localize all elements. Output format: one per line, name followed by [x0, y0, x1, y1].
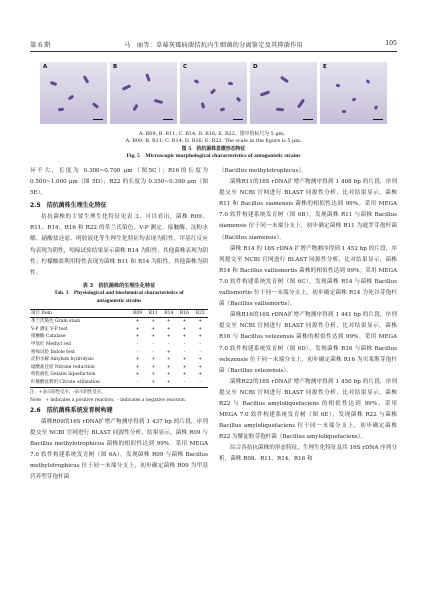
- cell: +: [135, 364, 140, 370]
- cell: +: [151, 334, 156, 340]
- caption-en-panels: A. R09; B. R11; C. R14; D. R16; E. R22. The scale in the figure is 5 μm.: [125, 138, 302, 145]
- page-number: 105: [385, 40, 397, 47]
- biochem-table: [30, 309, 208, 388]
- left-column: [30, 166, 208, 484]
- right-column: [219, 166, 397, 466]
- cell: +: [135, 334, 140, 340]
- paragraph: 异不大，长度为 0.300~0.700 μm（图5C）；R16的长度为 0.500~1.000 μm（图 5D）；R22 的长度为 0.350~0.390 μm（图5E）。: [30, 168, 208, 197]
- cell: +: [161, 379, 177, 387]
- table-note-cn: 注：+表示阳性反应；-表示阴性反应。: [30, 389, 106, 395]
- table-title-en: Tab. 3 Physiological and biochemical characteristics of: [54, 290, 184, 297]
- cell: +: [182, 364, 187, 370]
- paragraph: 菌株R16的16S rDNA扩增产物测序得到 1 441 bp 的片段，序列提交至 NCBI 官网进行 BLAST 同源性分析，比对结果显示，菌株 R16 与 Bacillus velezensis 菌株的相似性达到 99%。采用 MEGA 7.0 软件构建系统发育树（图 6D），发现菌株 R16 与菌株 Bacillus velezensis 位于同一末端分支上，初步确定菌株 R16 为贝莱斯芽孢杆菌（Bacillus velezensis）。: [219, 312, 397, 374]
- cell: +: [151, 372, 156, 378]
- table-row: [30, 379, 208, 387]
- table-row: [30, 349, 208, 357]
- micrograph-panel-b: [110, 62, 177, 124]
- cell: -: [130, 379, 146, 387]
- col-header: R14: [161, 309, 177, 318]
- paragraph: 拮抗菌株的主要生理生化特征见表 3。可以看出，菌株 R09、R11、R14、R16 和 R22 的革兰氏染色、V-P 测定、接触酶、淀粉水解、硝酸盐还原、明胶液化等生理生化特征均表现为阳性，甲基红反应均表现为阴性，吲哚试验结果显示菌株 R14 为阳性，其他菌株表现为阴性；柠檬酸盐利用特性表现为菌株 R11 和 R14 为阳性，其他菌株为阴性。: [30, 214, 208, 276]
- micrograph-panel-c: [180, 62, 247, 124]
- figure-caption: [30, 131, 397, 161]
- cell: +: [182, 357, 187, 363]
- cell: +: [166, 357, 171, 363]
- scale-bar: [303, 119, 313, 120]
- cell: +: [145, 379, 161, 387]
- cell: +: [198, 334, 203, 340]
- table-row: [30, 341, 208, 349]
- cell: +: [198, 326, 203, 332]
- scale-bar: [93, 119, 103, 120]
- row-item: 硝酸盐还原 Nitrate reduction: [31, 364, 95, 370]
- micrograph-panel-e: [320, 62, 387, 124]
- cell: +: [166, 364, 171, 370]
- cell: +: [182, 334, 187, 340]
- table-caption: [30, 283, 208, 306]
- panel-label: C: [183, 64, 188, 70]
- cell: +: [198, 357, 203, 363]
- cell: -: [199, 342, 201, 347]
- row-item: 接触酶 Catalase: [31, 334, 66, 340]
- paragraph: （Bacillus methylotrophicus）。: [219, 168, 307, 174]
- panel-label: A: [43, 64, 48, 70]
- figure-title-cn: 图 5 拮抗菌株显微形态特征: [181, 145, 246, 152]
- table-row: [30, 318, 208, 326]
- panel-label: D: [253, 64, 258, 70]
- row-item: 甲基红 Methyl red: [31, 342, 72, 347]
- col-header: R22: [192, 309, 208, 318]
- table-row: [30, 356, 208, 364]
- row-item: 吲哚试验 Indole test: [31, 349, 75, 355]
- col-header: R11: [145, 309, 161, 318]
- table-row: [30, 364, 208, 372]
- row-item: 革兰氏染色 Gram stain: [31, 319, 81, 325]
- table-header-row: [30, 309, 208, 318]
- table-title-en-2: antagonistic strains: [96, 298, 142, 305]
- cell: +: [135, 319, 140, 325]
- row-item: 柠檬酸盐利用 Citrate utilization: [30, 379, 130, 387]
- cell: +: [151, 357, 156, 363]
- cell: +: [182, 319, 187, 325]
- table-row: [30, 333, 208, 341]
- cell: +: [166, 326, 171, 332]
- micrograph-panels: [40, 62, 387, 124]
- cell: -: [183, 349, 186, 355]
- cell: +: [166, 334, 171, 340]
- cell: -: [152, 349, 154, 355]
- cell: +: [198, 372, 203, 378]
- cell: +: [166, 319, 171, 325]
- row-item: 淀粉水解 Amylum hydrolysis: [31, 357, 94, 363]
- paragraph: 菌株R09的16S rDNA扩增产物测序得到 1 437 bp 的片段，序列提交至 NCBI 官网进行 BLAST 同源性分析，结果显示，菌株 R09 与 Bacillus methylotrophicus 菌株的相似性达到 99%。采用 MEGA 7.0 软件构建系统发育树（图 6A），发现菌株 R09 与菌株 Bacillus methylotrophicus 位于同一末端分支上，初步确定菌株 R09 为甲基营养型芽孢杆菌: [30, 418, 208, 481]
- cell: -: [136, 349, 139, 355]
- cell: +: [182, 326, 187, 332]
- cell: -: [136, 342, 139, 347]
- running-title: 马 丽等：草莓灰霉病菌拮抗内生细菌的分离鉴定及其抑菌作用: [124, 42, 303, 49]
- table-title-cn: 表 3 拮抗菌株的生理生化特征: [82, 282, 156, 289]
- micrograph-panel-a: [40, 62, 107, 124]
- paragraph: 菌株R22的16S rDNA扩增产物测序得到 1 450 bp 的片段，序列提交至 NCBI 官网进行 BLAST 同源性分析，比对结果显示，菌株 R22 与 Bacillus amyloliquefaciens 的相似性达到 99%。采用 MEGA 7.0 软件构建系统发育树（图 6E），发现菌株 R22 与菌株 Bacillus amyloliquefaciens 位于同一末端分支上，初步确定菌株 R22 为解淀粉芽孢杆菌（Bacillus amyloliquefaciens）。: [219, 378, 397, 441]
- paragraph: 综合各拮抗菌株的形态特征、生理生化特征及其 16S rDNA 序列分析，菌株 R09、R11、R14、R16 和: [219, 445, 397, 463]
- cell: +: [151, 326, 156, 332]
- cell: -: [177, 379, 193, 387]
- cell: +: [135, 326, 140, 332]
- scale-bar: [163, 119, 173, 120]
- section-heading: 2.6 拮抗菌株系统发育树构建: [30, 406, 113, 414]
- cell: +: [151, 364, 156, 370]
- col-header-item: 项目 Item: [30, 309, 130, 318]
- issue-label: 第 6 期: [30, 42, 51, 49]
- col-header: R09: [130, 309, 146, 318]
- col-header: R16: [177, 309, 193, 318]
- caption-cn-panels: A. R09; B. R11; C. R14; D. R16; E. R22。图中的标尺为 5 μm。: [138, 131, 289, 137]
- figure-title-en: Fig. 5 Microscopic morphological characteristics of antagonistic strains: [126, 153, 301, 160]
- section-heading: 2.5 拮抗菌株生理生化特征: [30, 202, 107, 210]
- cell: -: [168, 342, 170, 347]
- cell: +: [198, 319, 203, 325]
- table-note-en: Note：+ indicates a positive reaction；- indicates a negative reaction.: [30, 397, 187, 403]
- running-header: [30, 40, 397, 52]
- panel-label: E: [323, 64, 327, 70]
- scale-bar: [233, 119, 243, 120]
- cell: -: [199, 349, 201, 355]
- cell: +: [151, 319, 156, 325]
- scale-bar: [373, 119, 383, 120]
- table-row: [30, 326, 208, 334]
- cell: -: [152, 342, 154, 347]
- cell: +: [198, 364, 203, 370]
- cell: -: [192, 379, 208, 387]
- cell: +: [166, 372, 171, 378]
- cell: +: [135, 372, 140, 378]
- table-row: [30, 371, 208, 379]
- cell: +: [182, 372, 187, 378]
- row-item: 明胶液化 Gelatin liquefaction: [31, 372, 96, 378]
- cell: -: [183, 342, 186, 347]
- paragraph: 菌株 R14 的 16S rDNA 扩增产物测序得到 1 452 bp 的片段，序列提交至 NCBI 官网进行 BLAST 同源性分析，比对结果显示，菌株 R14 和 Bacillus vallismortis 菌株的相似性达到 99%。采用 MEGA 7.0 软件构建系统发育树（图 6C），发现菌株 R14 与菌株 Bacillus vallismortis 位于同一末端分支上，初步确定菌株 R14 为死谷芽孢杆菌（Bacillus vallismortis）。: [219, 245, 397, 308]
- paragraph: 菌株R11的16S rDNA扩增产物测序得到 1 408 bp 的片段，序列提交至 NCBI 官网进行 BLAST 同源性分析，比对结果显示，菌株 R11 和 Bacillus siamensis 菌株的相似性达到 99%。采用 MEGA 7.0 软件构建系统发育树（图 6B），发现菌株 R11 与菌株 Bacillus siamensis 位于同一末端分支上，初步确定菌株 R11 为暹罗芽孢杆菌（Bacillus siamensis）。: [219, 179, 397, 241]
- micrograph-panel-d: [250, 62, 317, 124]
- panel-label: B: [113, 64, 118, 70]
- row-item: V-P 测定 V-P test: [31, 326, 68, 332]
- cell: +: [166, 349, 171, 355]
- cell: +: [135, 357, 140, 363]
